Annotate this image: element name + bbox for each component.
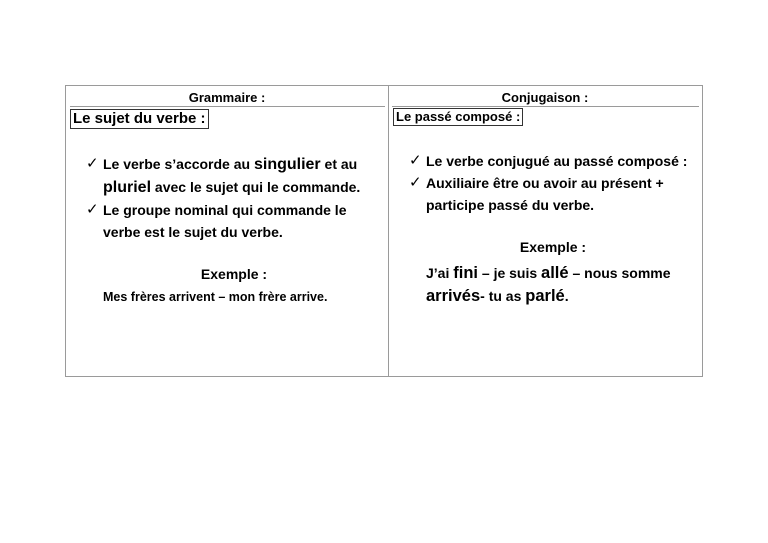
text-run: avec le sujet qui le commande. <box>151 179 361 195</box>
rule-item <box>409 150 698 172</box>
rule-item <box>409 172 698 216</box>
checkmark-icon: ✓ <box>86 201 99 218</box>
emphasized-word: allé <box>541 264 569 282</box>
text-run: - tu as <box>480 288 526 304</box>
conjugaison-subtitle: Le passé composé : <box>393 108 523 126</box>
conjugaison-column <box>388 86 702 376</box>
conjugaison-rules-list <box>409 150 698 216</box>
grammaire-example-title: Exemple : <box>200 266 268 282</box>
text-run: . <box>564 288 569 304</box>
emphasized-word: parlé <box>525 287 565 305</box>
emphasized-word: singulier <box>253 156 321 173</box>
text-run: J’ai <box>426 265 454 281</box>
rule-item <box>86 153 382 199</box>
grammaire-subtitle: Le sujet du verbe : <box>70 109 209 129</box>
checkmark-icon: ✓ <box>86 155 99 172</box>
lesson-table <box>65 85 703 377</box>
checkmark-icon: ✓ <box>409 152 422 169</box>
text-run: et au <box>320 156 358 172</box>
text-run: – nous somme <box>568 265 671 281</box>
grammaire-rules-list <box>86 153 382 243</box>
header-rule <box>392 106 699 107</box>
checkmark-icon: ✓ <box>409 174 422 191</box>
grammaire-column <box>66 86 389 376</box>
emphasized-word: fini <box>453 264 478 282</box>
rule-item <box>86 199 382 243</box>
grammaire-header: Grammaire : <box>188 90 266 105</box>
text-run: Le verbe conjugué au passé composé : <box>426 153 688 169</box>
conjugaison-example-text <box>426 262 698 308</box>
header-rule <box>70 106 385 107</box>
grammaire-example-text: Mes frères arrivent – mon frère arrive. <box>103 290 328 304</box>
conjugaison-header: Conjugaison : <box>501 90 589 105</box>
conjugaison-example-title: Exemple : <box>519 239 587 255</box>
text-run: Auxiliaire être ou avoir au présent + participe passé du verbe. <box>426 175 664 213</box>
text-run: Le groupe nominal qui commande le verbe est le sujet du verbe. <box>103 202 347 240</box>
emphasized-word: pluriel <box>103 179 152 196</box>
emphasized-word: arrivés <box>426 287 481 305</box>
text-run: – je suis <box>478 265 542 281</box>
text-run: Le verbe s’accorde au <box>103 156 254 172</box>
